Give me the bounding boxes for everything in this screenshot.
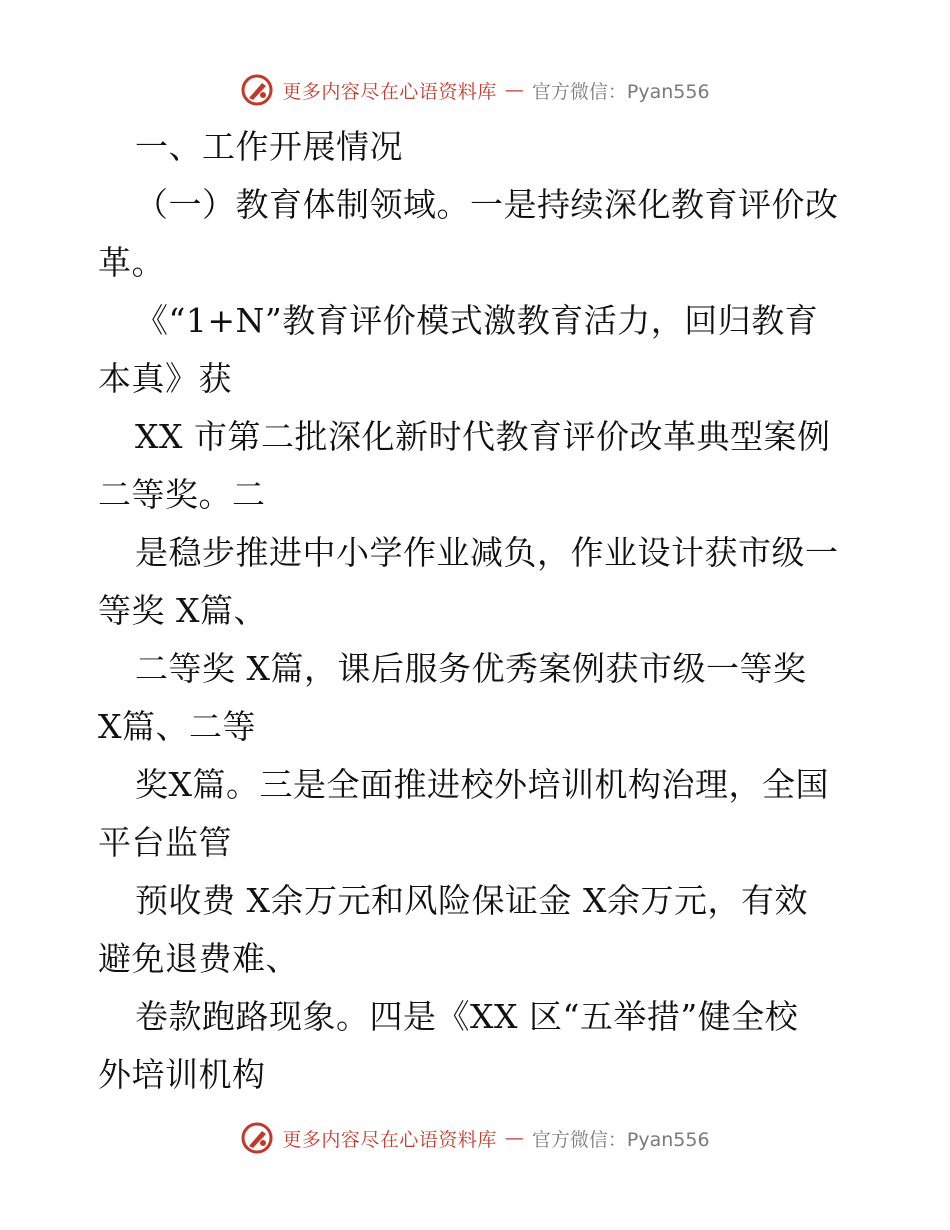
footer-banner-separator: — [504,1127,524,1149]
text-line: 卷款跑路现象。四是《XX 区“五举措”健全校 [135,997,799,1036]
footer-banner [0,1118,950,1158]
header-banner-separator: — [504,79,524,101]
text-line: 平台监管 [98,823,232,862]
pen-circle-logo-icon [240,1121,274,1155]
pen-circle-logo-icon [240,73,274,107]
text-line: 避免退费难、 [98,939,299,978]
text-line: 奖X篇。三是全面推进校外培训机构治理，全国 [135,765,829,804]
header-banner-content [240,73,709,107]
header-banner-right-text: 官方微信：Pyan556 [531,80,710,103]
footer-banner-left-text: 更多内容尽在心语资料库 [282,1128,497,1151]
text-line: 外培训机构 [98,1055,266,1094]
text-line: 预收费 X余万元和风险保证金 X余万元，有效 [135,881,808,920]
header-banner [0,70,950,110]
text-line: 是稳步推进中小学作业减负，作业设计获市级一 [135,533,839,572]
text-line: 本真》获 [98,359,232,398]
text-line: （一）教育体制领域。一是持续深化教育评价改 [135,185,839,224]
text-line: 革。 [98,243,165,282]
header-banner-left-text: 更多内容尽在心语资料库 [282,80,497,103]
text-line: 等奖 X篇、 [98,591,267,630]
text-line: 二等奖。二 [98,475,266,514]
text-line: 《“1+N”教育评价模式激教育活力，回归教育 [135,301,819,340]
text-line: X篇、二等 [98,707,256,746]
section-heading: 一、工作开展情况 [135,127,403,166]
document-body [98,118,858,1104]
text-line: 二等奖 X篇，课后服务优秀案例获市级一等奖 [135,649,807,688]
footer-banner-right-text: 官方微信：Pyan556 [531,1128,710,1151]
footer-banner-content [240,1121,709,1155]
text-line: XX 市第二批深化新时代教育评价改革典型案例 [135,417,831,456]
